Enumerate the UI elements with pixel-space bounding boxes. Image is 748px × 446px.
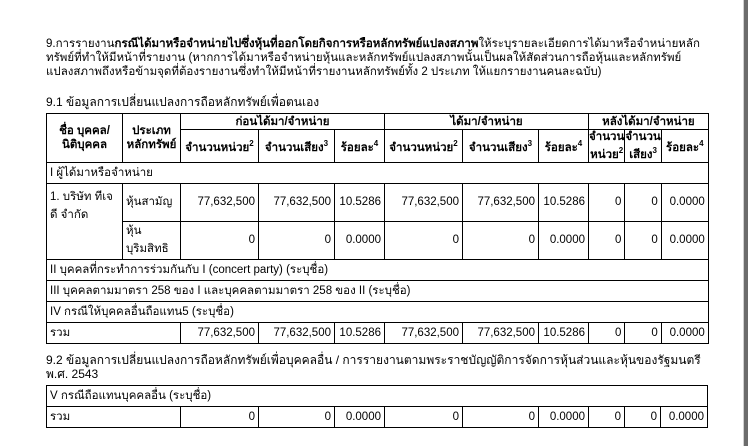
header-acquired: ได้มา/จำหน่าย (385, 114, 589, 130)
cell: 0.0000 (539, 221, 589, 259)
cell: 77,632,500 (385, 183, 463, 221)
row-nominee: IV กรณีให้บุคคลอื่นถือแทน5 (ระบุชื่อ) (47, 301, 709, 322)
cell: 0.0000 (661, 221, 708, 259)
cell: 0 (181, 221, 259, 259)
cell: 0 (625, 221, 661, 259)
total-cell: 0.0000 (539, 407, 589, 428)
total-cell: 10.5286 (539, 322, 589, 343)
total-cell: 77,632,500 (259, 322, 335, 343)
header-before: ก่อนได้มา/จำหน่าย (181, 114, 385, 130)
row-acquirer-heading: I ผู้ได้มาหรือจำหน่าย (47, 162, 709, 183)
header-percent: ร้อยละ$^4$ (539, 130, 589, 163)
header-votes-short: จำนวน เสียง$^3$ (625, 131, 661, 161)
cell: 77,632,500 (463, 183, 539, 221)
security-type: หุ้นสามัญ (123, 183, 181, 221)
total-cell: 0 (385, 407, 463, 428)
header-name: ชื่อ บุคคล/นิติบุคคล (47, 114, 123, 163)
total-cell: 77,632,500 (385, 322, 463, 343)
cell: 77,632,500 (181, 183, 259, 221)
holdings-table-self (46, 113, 709, 344)
total-cell: 0.0000 (335, 407, 385, 428)
total-cell: 10.5286 (335, 322, 385, 343)
header-units-short: จำนวน หน่วย$^2$ (589, 131, 625, 161)
cell: 10.5286 (335, 183, 385, 221)
cell: 0.0000 (661, 183, 708, 221)
total-cell: 0.0000 (661, 322, 708, 343)
holdings-table-others (46, 385, 708, 428)
total-cell: 0.0000 (661, 407, 708, 428)
cell: 0 (463, 221, 539, 259)
total-label: รวม (47, 322, 181, 343)
security-type: หุ้นบุริมสิทธิ (123, 221, 181, 259)
section-9-2-heading: 9.2 ข้อมูลการเปลี่ยนแปลงการถือหลักทรัพย์เพื่อบุคคลอื่น / การรายงานตามพระราชบัญญัติการจัดการหุ้นส่วนและหุ้นของรัฐมนตรี พ.ศ. 2543 (46, 353, 701, 381)
cell: 77,632,500 (259, 183, 335, 221)
header-after: หลังได้มา/จำหน่าย (589, 114, 709, 130)
intro-rest: ให้ระบุรายละเอียดการได้มาหรือจำหน่ายหลักทรัพย์ที่ทำให้มีหน้าที่รายงาน (หากการได้มาหรือจำหน่ายหุ้นและหลักทรัพย์แปลงสภาพนั้นเป็นผลให้สัดส่วนการถือหุ้นและหลักทรัพย์แปลงสภาพถึงหรือข้ามจุดที่ต้องรายงานซึ่งทำให้มีหน้าที่รายงานหลักทรัพย์ทั้ง 2 ประเภท ให้แยกรายงานคนละฉบับ) (46, 38, 700, 78)
section-9-1-heading: 9.1 ข้อมูลการเปลี่ยนแปลงการถือหลักทรัพย์เพื่อตนเอง (46, 95, 320, 109)
cell: 0 (589, 183, 625, 221)
intro-prefix: 9.การรายงาน (46, 38, 115, 50)
intro-bold: กรณีได้มาหรือจำหน่ายไปซึ่งหุ้นที่ออกโดยกิจการหรือหลักทรัพย์แปลงสภาพ (114, 38, 479, 50)
cell: 0.0000 (335, 221, 385, 259)
total-cell: 0 (589, 322, 625, 343)
total-cell: 0 (625, 322, 661, 343)
header-votes: จำนวนเสียง$^3$ (259, 130, 335, 163)
total-cell: 77,632,500 (463, 322, 539, 343)
row-section-258: III บุคคลตามมาตรา 258 ของ I และบุคคลตามมาตรา 258 ของ II (ระบุชื่อ) (47, 280, 709, 301)
header-percent: ร้อยละ$^4$ (335, 130, 385, 163)
cell: 0 (385, 221, 463, 259)
total-cell: 0 (259, 407, 335, 428)
total-label: รวม (47, 407, 181, 428)
total-cell: 0 (463, 407, 539, 428)
total-cell: 77,632,500 (181, 322, 259, 343)
total-cell: 0 (181, 407, 259, 428)
entity-name: 1. บริษัท ทีเจดี จำกัด (47, 183, 123, 259)
cell: 10.5286 (539, 183, 589, 221)
header-votes: จำนวนเสียง$^3$ (463, 130, 539, 163)
total-cell: 0 (589, 407, 625, 428)
header-security-type: ประเภท หลักทรัพย์ (123, 114, 181, 163)
viewer-scrollbar[interactable] (744, 0, 748, 446)
total-cell: 0 (625, 407, 661, 428)
row-held-for-others: V กรณีถือแทนบุคคลอื่น (ระบุชื่อ) (47, 386, 708, 407)
row-concert-party: II บุคคลที่กระทำการร่วมกันกับ I (concert party) (ระบุชื่อ) (47, 259, 709, 280)
cell: 0 (259, 221, 335, 259)
section-9-intro (46, 37, 706, 79)
header-percent: ร้อยละ$^4$ (661, 130, 708, 163)
header-units: จำนวนหน่วย$^2$ (385, 130, 463, 163)
header-units: จำนวนหน่วย$^2$ (181, 130, 259, 163)
cell: 0 (625, 183, 661, 221)
cell: 0 (589, 221, 625, 259)
